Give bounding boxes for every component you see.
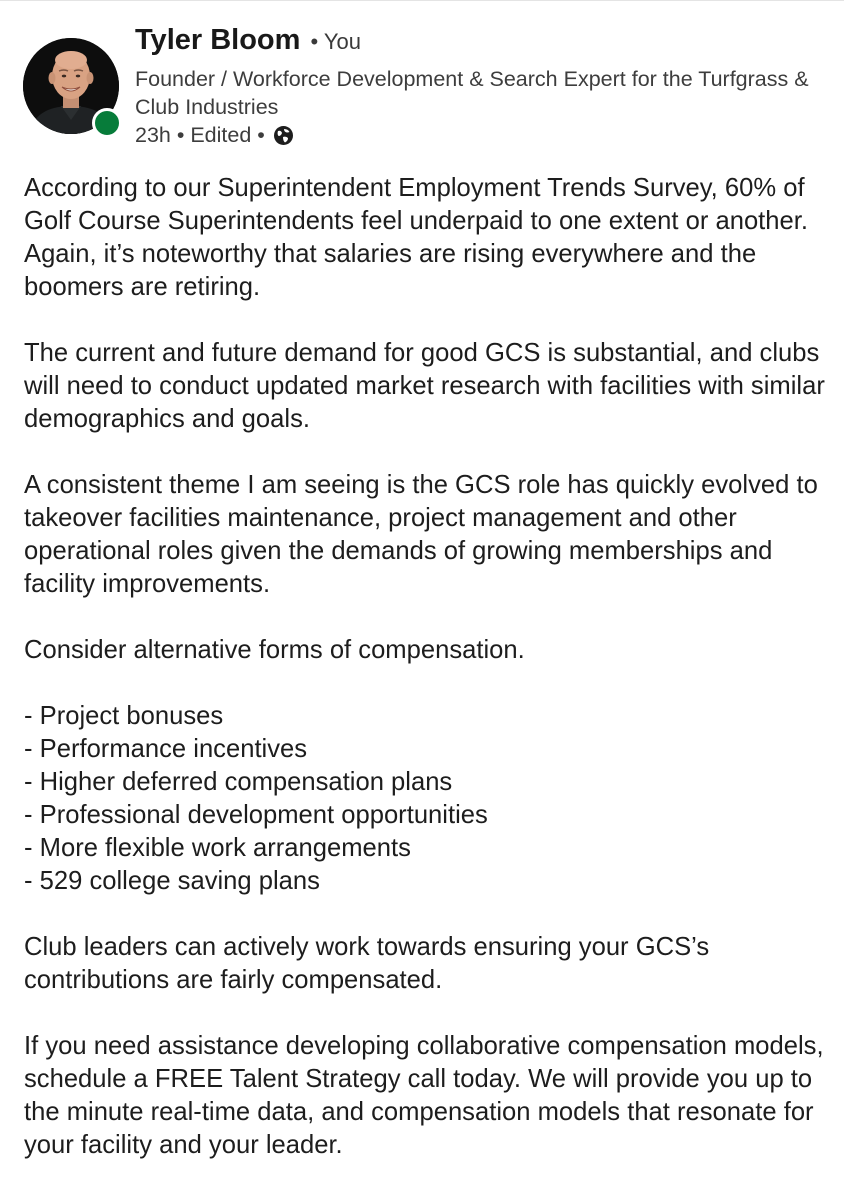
list-item: - Professional development opportunities [24, 801, 488, 829]
online-status-indicator [92, 108, 122, 138]
author-headline: Founder / Workforce Development & Search Expert for the Turfgrass & Club Industries [135, 67, 809, 119]
post-paragraph: Club leaders can actively work towards ensuring your GCS’s contributions are fairly compensated. [24, 933, 710, 994]
post-paragraph: The current and future demand for good GCS is substantial, and clubs will need to conduct updated market research with facilities with similar demographics and goals. [24, 339, 825, 433]
list-item: - Performance incentives [24, 735, 308, 763]
list-item: - Higher deferred compensation plans [24, 768, 453, 796]
post-paragraph: According to our Superintendent Employment Trends Survey, 60% of Golf Course Superintendents feel underpaid to one extent or another. Again, it’s noteworthy that salaries are rising everywhere and the boomers are retiring. [24, 174, 808, 301]
globe-icon [273, 125, 294, 146]
list-item: - More flexible work arrangements [24, 834, 411, 862]
post-body [24, 172, 828, 1195]
connection-degree: • You [310, 29, 361, 54]
post-paragraph: A consistent theme I am seeing is the GCS role has quickly evolved to takeover facilities maintenance, project management and other operational roles given the demands of growing memberships and facility improvements. [24, 471, 818, 598]
list-item: - 529 college saving plans [24, 867, 320, 895]
post-header [0, 0, 844, 160]
compensation-list [24, 700, 828, 898]
post-meta [135, 120, 294, 150]
post-paragraph: If you need assistance developing collaborative compensation models, schedule a FREE Talent Strategy call today. We will provide you up to the minute real-time data, and compensation models that resonate for your facility and your leader. [24, 1032, 824, 1159]
list-item: - Project bonuses [24, 702, 224, 730]
author-name-line [135, 24, 361, 64]
post-paragraph: Consider alternative forms of compensation. [24, 636, 525, 664]
post-timestamp: 23h • Edited • [135, 122, 265, 147]
author-name[interactable]: Tyler Bloom [135, 24, 301, 56]
